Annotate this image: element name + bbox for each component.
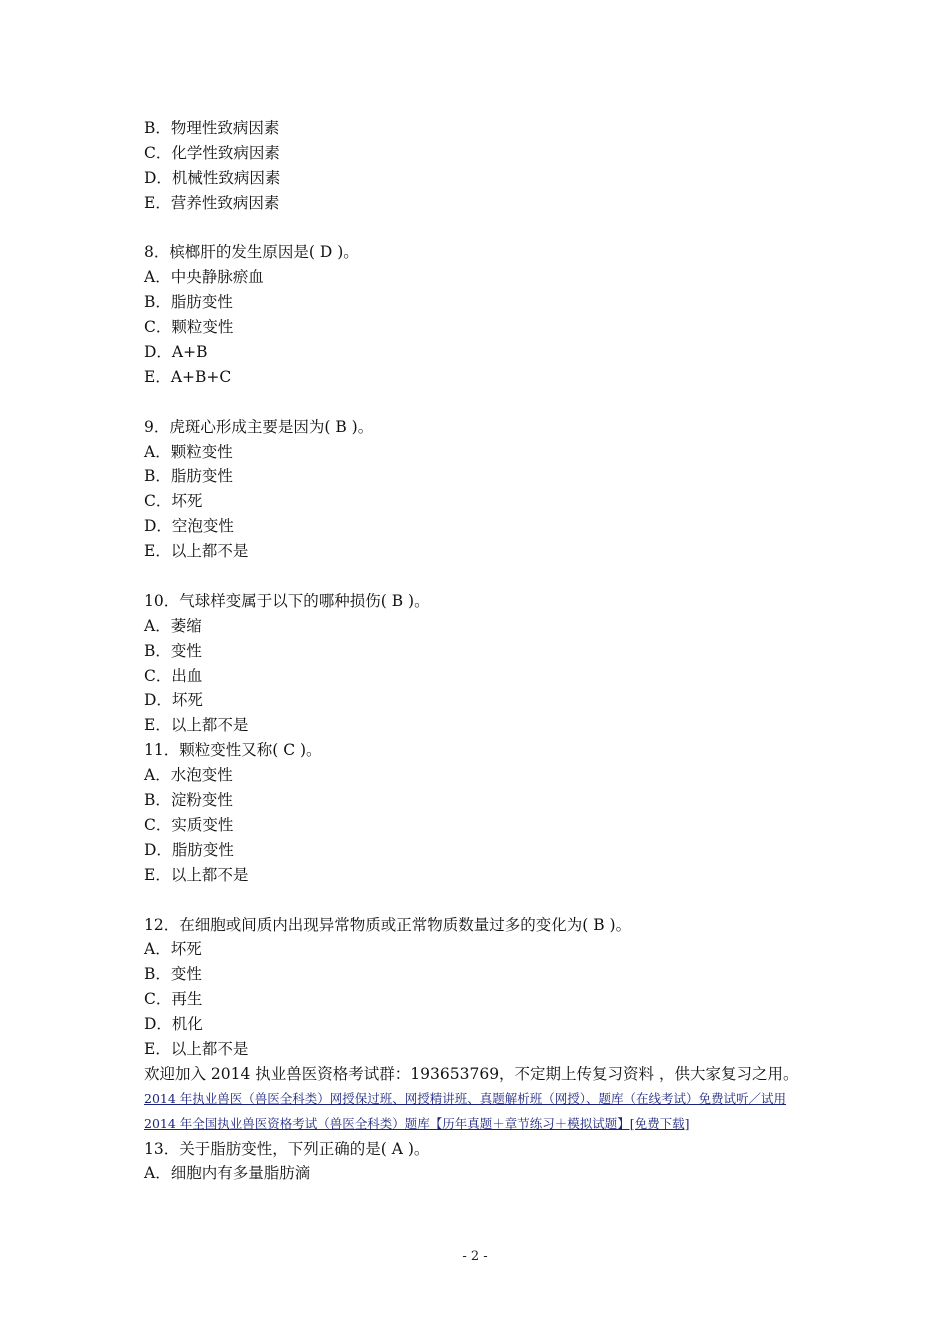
exam-group-notice: 欢迎加入 2014 执业兽医资格考试群：193653769，不定期上传复习资料 ，供大家复习之用。 — [144, 1064, 799, 1083]
q11-stem: 11．颗粒变性又称( C )。 — [144, 741, 322, 760]
q10-option-c: C．出血 — [144, 666, 203, 685]
question-bank-download-link[interactable]: 2014 年全国执业兽医资格考试（兽医全科类）题库【历年真题＋章节练习＋模拟试题】[免费下载] — [144, 1115, 690, 1131]
q12-option-e: E．以上都不是 — [144, 1039, 249, 1058]
q9-option-e: E．以上都不是 — [144, 542, 249, 561]
q7-option-c: C．化学性致病因素 — [144, 143, 280, 162]
q7-option-d: D．机械性致病因素 — [144, 168, 281, 187]
q8-option-a: A．中央静脉瘀血 — [144, 268, 264, 287]
blank-line — [144, 888, 814, 913]
q11-option-c: C．实质变性 — [144, 815, 234, 834]
q9-option-c: C．坏死 — [144, 492, 203, 511]
blank-line — [144, 390, 814, 415]
q8-option-d: D．A+B — [144, 343, 208, 362]
course-promo-link[interactable]: 2014 年执业兽医（兽医全科类）网授保过班、网授精讲班、真题解析班（网授）、题库（在线考试）免费试听／试用 — [144, 1090, 787, 1106]
q12-stem: 12．在细胞或间质内出现异常物质或正常物质数量过多的变化为( B )。 — [144, 915, 632, 934]
q10-option-b: B．变性 — [144, 641, 202, 660]
q10-option-a: A．萎缩 — [144, 616, 202, 635]
q10-option-d: D．坏死 — [144, 691, 203, 710]
q10-option-e: E．以上都不是 — [144, 716, 249, 735]
document-body — [144, 116, 814, 1186]
q8-option-b: B．脂肪变性 — [144, 293, 233, 312]
q11-option-b: B．淀粉变性 — [144, 791, 233, 810]
q13-option-a: A．细胞内有多量脂肪滴 — [144, 1164, 311, 1183]
q12-option-b: B．变性 — [144, 965, 202, 984]
q8-option-e: E．A+B+C — [144, 367, 232, 386]
q9-stem: 9．虎斑心形成主要是因为( B )。 — [144, 417, 374, 436]
q9-option-b: B．脂肪变性 — [144, 467, 233, 486]
q9-option-a: A．颗粒变性 — [144, 442, 233, 461]
q7-option-e: E．营养性致病因素 — [144, 193, 280, 212]
q12-option-c: C．再生 — [144, 990, 203, 1009]
q12-option-d: D．机化 — [144, 1015, 203, 1034]
blank-line — [144, 216, 814, 241]
q11-option-d: D．脂肪变性 — [144, 840, 234, 859]
q8-option-c: C．颗粒变性 — [144, 318, 234, 337]
q11-option-a: A．水泡变性 — [144, 766, 233, 785]
q13-stem: 13．关于脂肪变性，下列正确的是( A )。 — [144, 1139, 430, 1158]
blank-line — [144, 564, 814, 589]
q10-stem: 10．气球样变属于以下的哪种损伤( B )。 — [144, 591, 430, 610]
q8-stem: 8．槟榔肝的发生原因是( D )。 — [144, 243, 359, 262]
q7-option-b: B．物理性致病因素 — [144, 119, 280, 137]
q12-option-a: A．坏死 — [144, 940, 202, 959]
q11-option-e: E．以上都不是 — [144, 865, 249, 884]
q9-option-d: D．空泡变性 — [144, 517, 234, 536]
page-number: - 2 - — [462, 1249, 488, 1264]
